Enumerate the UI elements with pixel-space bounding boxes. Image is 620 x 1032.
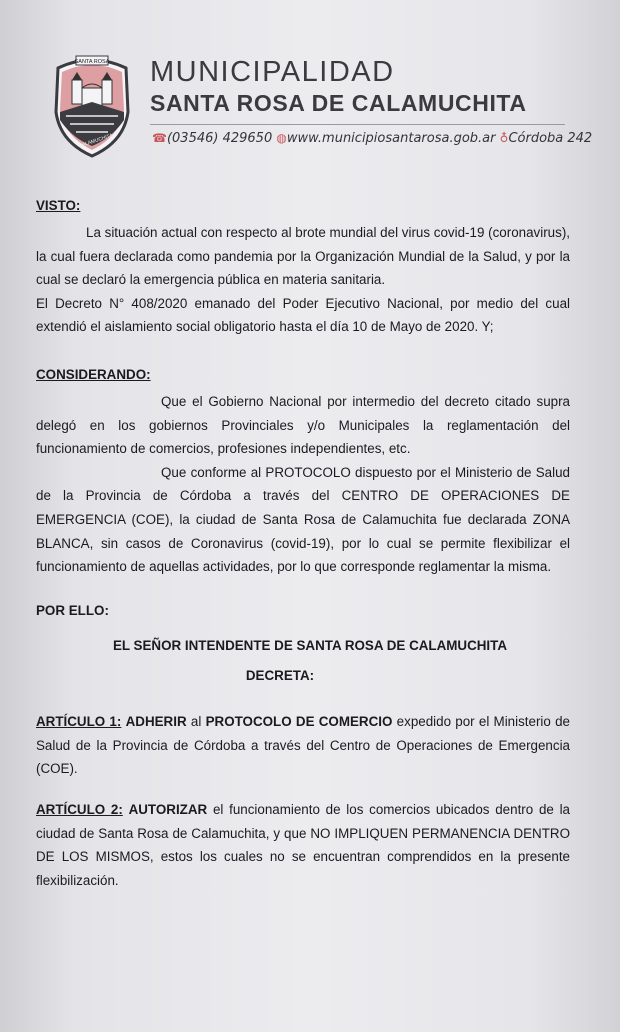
phone-icon: ☎	[152, 131, 167, 145]
considerando-paragraph-1: Que el Gobierno Nacional por intermedio del decreto citado supra delegó en los gobiernos Provinciales y/o Municipales la reglamentación del funcionamiento de comercios, profesiones independientes, etc.	[36, 394, 570, 457]
header-divider	[150, 124, 565, 125]
crest-text-bottom: CALAMUCHITA	[77, 132, 114, 150]
articulo-2-text: el funcionamiento de los comercios ubicados dentro de la ciudad de Santa Rosa de Calamuchita, y que NO IMPLIQUEN PERMANENCIA DENTRO DE LOS MISMOS, estos los cuales no se encuentran comprendidos en la presente flexibilización.	[36, 802, 570, 888]
visto-paragraph-1: La situación actual con respecto al brote mundial del virus covid-19 (coronavirus), la cual fuera declarada como pandemia por la Organización Mundial de la Salud, y por la cual se declaró la emergencia pública en materia sanitaria.	[36, 225, 570, 288]
website-link[interactable]: www.municipiosantarosa.gob.ar	[286, 131, 496, 146]
decreta-heading: DECRETA:	[245, 668, 315, 683]
considerando-heading: CONSIDERANDO:	[36, 367, 151, 382]
location-pin-icon: ♁	[499, 131, 509, 145]
municipality-name: SANTA ROSA DE CALAMUCHITA	[150, 90, 527, 116]
globe-icon: ◍	[276, 131, 287, 145]
articulo-2-verb: AUTORIZAR	[128, 802, 208, 817]
contact-line	[152, 131, 592, 146]
address-text: Córdoba 242	[508, 131, 593, 146]
articulo-1-verb: ADHERIR	[125, 714, 187, 729]
articulo-1-protocol: PROTOCOLO DE COMERCIO	[205, 714, 393, 729]
por-ello-heading: POR ELLO:	[36, 603, 109, 618]
considerando-body	[36, 390, 570, 579]
articulo-1-label: ARTÍCULO 1:	[36, 714, 122, 729]
articulo-2-label: ARTÍCULO 2:	[36, 802, 123, 817]
articulo-1-text: expedido por el Ministerio de Salud de la Provincia de Córdoba a través del Centro de Operaciones de Emergencia (COE).	[36, 714, 570, 777]
considerando-paragraph-2: Que conforme al PROTOCOLO dispuesto por el Ministerio de Salud de la Provincia de Córdoba a través del CENTRO DE OPERACIONES DE EMERGENCIA (COE), la ciudad de Santa Rosa de Calamuchita fue declarada ZONA BLANCA, sin casos de Coronavirus (covid-19), por lo cual se permite flexibilizar el funcionamiento de aquellas actividades, por lo que corresponde reglamentar la misma.	[36, 464, 570, 575]
articulo-2	[36, 798, 570, 892]
phone-number: (03546) 429650	[166, 131, 273, 146]
intendente-line: EL SEÑOR INTENDENTE DE SANTA ROSA DE CALAMUCHITA	[112, 638, 508, 653]
crest-text-top: SANTA ROSA	[74, 59, 110, 65]
visto-body	[36, 221, 570, 339]
municipal-crest-logo	[52, 50, 132, 158]
municipality-title: MUNICIPALIDAD	[150, 56, 395, 88]
visto-paragraph-2: El Decreto N° 408/2020 emanado del Poder Ejecutivo Nacional, por medio del cual extendió el aislamiento social obligatorio hasta el día 10 de Mayo de 2020. Y;	[36, 295, 570, 335]
visto-heading: VISTO:	[36, 198, 81, 213]
articulo-1	[36, 710, 570, 781]
articulo-1-connector: al	[190, 714, 202, 729]
